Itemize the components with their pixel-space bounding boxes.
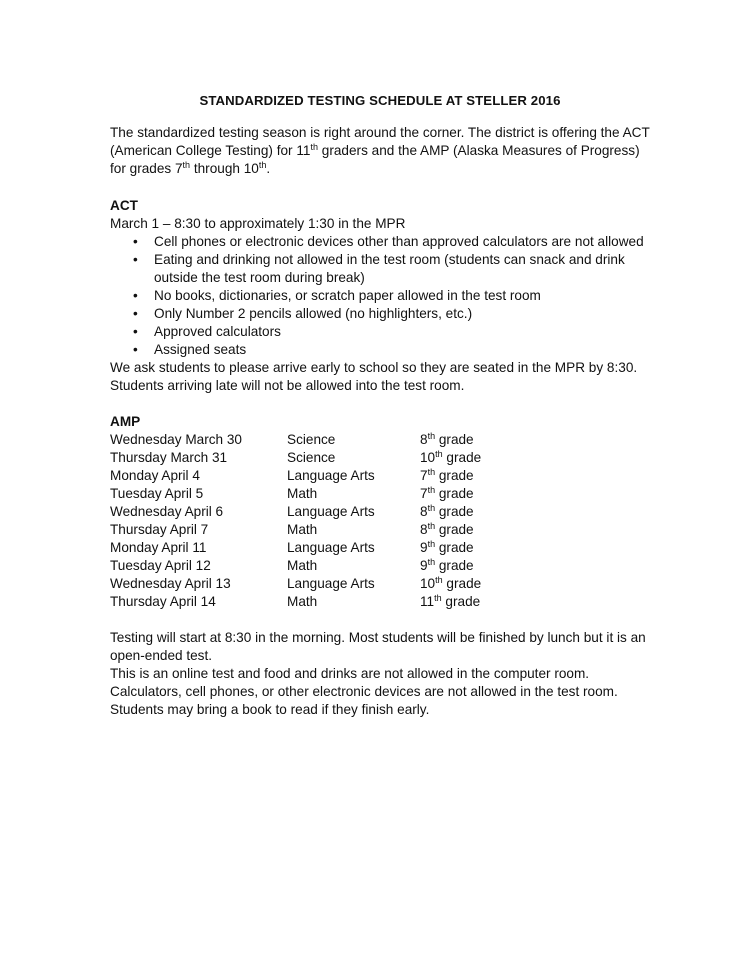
document-page xyxy=(110,92,650,719)
table-row xyxy=(110,503,540,521)
rule-text: Only Number 2 pencils allowed (no highlighters, etc.) xyxy=(154,306,473,321)
date-cell: Thursday March 31 xyxy=(110,450,228,465)
date-cell: Wednesday March 30 xyxy=(110,432,242,447)
grade-number: 9 xyxy=(420,540,428,555)
bullet-icon: • xyxy=(133,324,138,339)
grade-cell xyxy=(420,557,540,575)
grade-number: 7 xyxy=(420,486,428,501)
grade-superscript: th xyxy=(427,521,436,531)
date-cell: Wednesday April 13 xyxy=(110,576,231,591)
footer-note-books: Students may bring a book to read if they finish early. xyxy=(110,702,430,717)
bullet-icon: • xyxy=(133,342,138,357)
bullet-icon: • xyxy=(133,252,138,267)
list-item xyxy=(110,341,650,359)
date-cell: Monday April 11 xyxy=(110,540,207,555)
footer-note-start-time: Testing will start at 8:30 in the morning. Most students will be finished by lunch but it is an open-ended test. xyxy=(110,630,646,663)
grade-word: grade xyxy=(435,486,474,501)
act-closing-note: We ask students to please arrive early to school so they are seated in the MPR by 8:30. Students arriving late will not be allowed into the test room. xyxy=(110,360,638,393)
table-row xyxy=(110,485,540,503)
intro-text-4: . xyxy=(266,161,271,176)
grade-number: 8 xyxy=(420,432,428,447)
rule-text: Assigned seats xyxy=(154,342,247,357)
bullet-icon: • xyxy=(133,306,138,321)
act-schedule: March 1 – 8:30 to approximately 1:30 in the MPR xyxy=(110,216,406,231)
grade-number: 10 xyxy=(420,576,436,591)
act-heading: ACT xyxy=(110,198,138,213)
list-item xyxy=(110,305,650,323)
act-rules-list xyxy=(110,233,650,359)
list-item xyxy=(110,323,650,341)
amp-section xyxy=(110,413,650,611)
date-cell: Monday April 4 xyxy=(110,468,200,483)
intro-text-1: The standardized testing season is right around the corner. The district is offering the ACT (American College Testing) for 11 xyxy=(110,125,650,158)
subject-cell: Science xyxy=(287,450,336,465)
grade-cell xyxy=(420,521,540,539)
amp-heading: AMP xyxy=(110,414,141,429)
list-item xyxy=(110,233,650,251)
grade-cell xyxy=(420,467,540,485)
grade-number: 7 xyxy=(420,468,428,483)
grade-superscript: th xyxy=(435,575,443,585)
grade-cell xyxy=(420,431,540,449)
rule-text: Eating and drinking not allowed in the test room (students can snack and drink outside the test room during break) xyxy=(154,252,625,285)
subject-cell: Language Arts xyxy=(287,504,375,519)
subject-cell: Language Arts xyxy=(287,576,375,591)
grade-number: 8 xyxy=(420,522,428,537)
grade-superscript: th xyxy=(435,449,443,459)
footer-notes xyxy=(110,629,650,719)
date-cell: Wednesday April 6 xyxy=(110,504,224,519)
grade-word: grade xyxy=(442,576,482,591)
date-cell: Thursday April 7 xyxy=(110,522,209,537)
grade-superscript: th xyxy=(427,503,436,513)
subject-cell: Math xyxy=(287,558,318,573)
table-row xyxy=(110,557,540,575)
grade-superscript: th xyxy=(427,485,436,495)
intro-superscript-3: th xyxy=(258,160,267,170)
table-row xyxy=(110,449,540,467)
intro-text-2: graders and the AMP (Alaska Measures of Progress) for grades 7 xyxy=(110,143,640,176)
rule-text: No books, dictionaries, or scratch paper allowed in the test room xyxy=(154,288,541,303)
bullet-icon: • xyxy=(133,234,138,249)
footer-note-food: This is an online test and food and drinks are not allowed in the computer room. xyxy=(110,666,590,681)
document-title: STANDARDIZED TESTING SCHEDULE AT STELLER 2016 xyxy=(199,93,561,108)
grade-word: grade xyxy=(435,540,474,555)
intro-text-3: through 10 xyxy=(190,161,259,176)
subject-cell: Science xyxy=(287,432,336,447)
table-row xyxy=(110,521,540,539)
subject-cell: Language Arts xyxy=(287,540,375,555)
grade-number: 9 xyxy=(420,558,428,573)
rule-text: Cell phones or electronic devices other than approved calculators are not allowed xyxy=(154,234,644,249)
grade-cell xyxy=(420,575,540,593)
intro-superscript-1: th xyxy=(310,142,318,152)
grade-word: grade xyxy=(435,522,474,537)
date-cell: Tuesday April 5 xyxy=(110,486,204,501)
grade-cell xyxy=(420,539,540,557)
grade-word: grade xyxy=(442,450,482,465)
grade-number: 10 xyxy=(420,450,436,465)
grade-word: grade xyxy=(435,432,474,447)
table-row xyxy=(110,431,540,449)
grade-word: grade xyxy=(435,468,474,483)
grade-word: grade xyxy=(435,558,474,573)
amp-schedule-table xyxy=(110,431,540,611)
act-section xyxy=(110,197,650,395)
grade-superscript: th xyxy=(427,557,436,567)
grade-word: grade xyxy=(441,594,481,609)
intro-superscript-2: th xyxy=(182,160,191,170)
grade-superscript: th xyxy=(434,593,442,603)
grade-cell xyxy=(420,593,540,611)
list-item xyxy=(110,251,650,287)
date-cell: Tuesday April 12 xyxy=(110,558,211,573)
rule-text: Approved calculators xyxy=(154,324,281,339)
list-item xyxy=(110,287,650,305)
intro-paragraph xyxy=(110,124,650,178)
grade-superscript: th xyxy=(427,467,436,477)
table-row xyxy=(110,539,540,557)
table-row xyxy=(110,467,540,485)
subject-cell: Math xyxy=(287,594,318,609)
grade-number: 8 xyxy=(420,504,428,519)
grade-number: 11 xyxy=(420,594,435,609)
grade-word: grade xyxy=(435,504,474,519)
grade-superscript: th xyxy=(427,539,436,549)
table-row xyxy=(110,575,540,593)
footer-note-devices: Calculators, cell phones, or other electronic devices are not allowed in the test room. xyxy=(110,684,618,699)
grade-cell xyxy=(420,449,540,467)
grade-superscript: th xyxy=(427,431,436,441)
date-cell: Thursday April 14 xyxy=(110,594,216,609)
grade-cell xyxy=(420,503,540,521)
subject-cell: Language Arts xyxy=(287,468,375,483)
table-row xyxy=(110,593,540,611)
bullet-icon: • xyxy=(133,288,138,303)
subject-cell: Math xyxy=(287,486,318,501)
subject-cell: Math xyxy=(287,522,318,537)
grade-cell xyxy=(420,485,540,503)
